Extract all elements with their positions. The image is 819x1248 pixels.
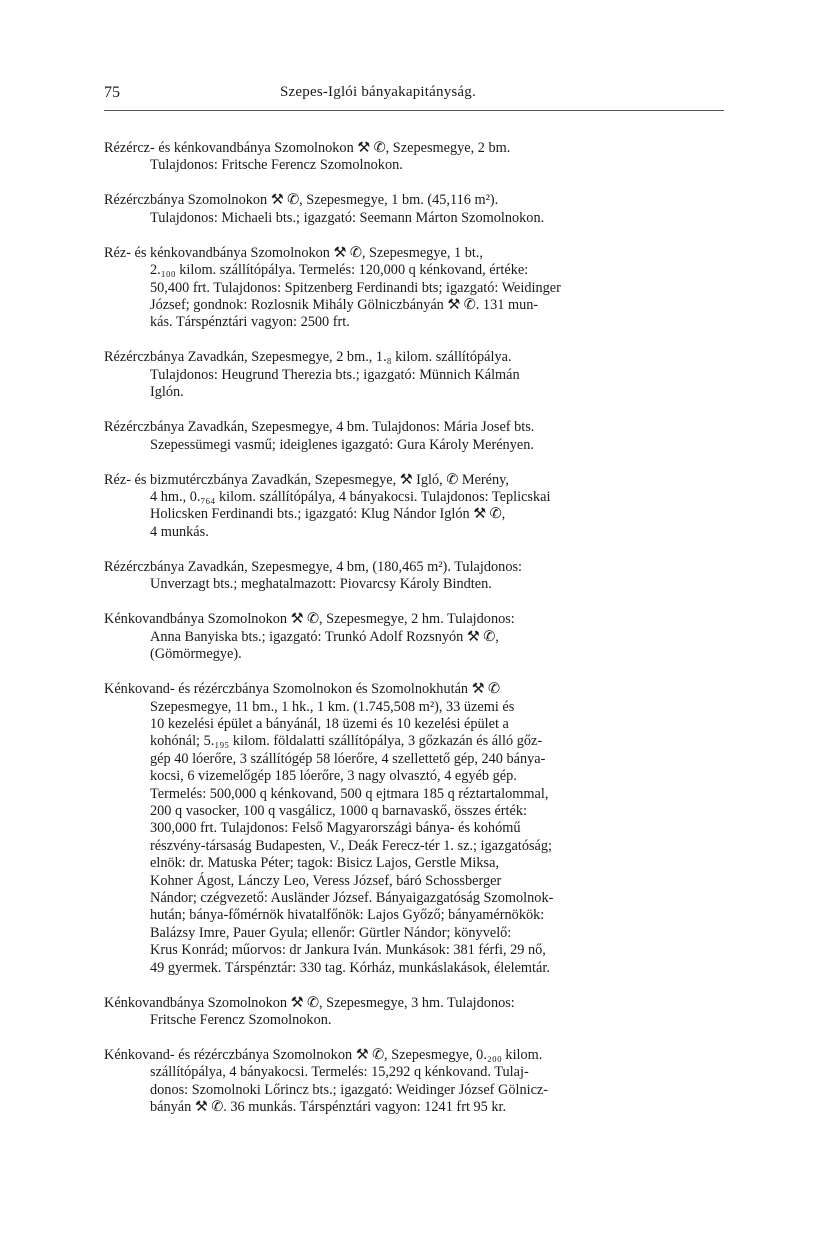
entry-line: Rézércz- és kénkovandbánya Szomolnokon ⚒ ✆, Szepesmegye, 2 bm.	[104, 140, 511, 156]
entry-paragraph	[104, 559, 730, 594]
entry-line: kás. Társpénztári vagyon: 2500 frt.	[150, 314, 350, 331]
entry-paragraph	[104, 995, 730, 1030]
entry-paragraph	[104, 349, 730, 401]
entry-paragraph	[104, 140, 730, 175]
entry-line: Holicsken Ferdinandi bts.; igazgató: Klug Nándor Iglón ⚒ ✆,	[150, 506, 506, 523]
entry-line: Fritsche Ferencz Szomolnokon.	[150, 1012, 332, 1028]
entry-line: Kénkovandbánya Szomolnokon ⚒ ✆, Szepesmegye, 2 hm. Tulajdonos:	[104, 611, 515, 628]
entry-line: elnök: dr. Matuska Péter; tagok: Bisicz Lajos, Gerstle Miksa,	[150, 855, 500, 872]
entry-line: kohónál; 5.₁₉₅ kilom. földalatti szállítópálya, 3 gőzkazán és álló gőz-	[150, 733, 543, 750]
entry-line: Termelés: 500,000 q kénkovand, 500 q ejtmara 185 q réztartalommal,	[150, 785, 549, 802]
entry-paragraph	[104, 1047, 730, 1117]
entry-line: 49 gyermek. Társpénztár: 330 tag. Kórház, munkáslakások, élelemtár.	[150, 959, 550, 976]
entry-line: Tulajdonos: Fritsche Ferencz Szomolnokon.	[150, 157, 403, 174]
entry-line: szállítópálya, 4 bányakocsi. Termelés: 15,292 q kénkovand. Tulaj-	[150, 1064, 529, 1081]
entry-line: Szepessümegi vasmű; ideiglenes igazgató: Gura Károly Merényen.	[150, 436, 534, 453]
entry-line: Réz- és kénkovandbánya Szomolnokon ⚒ ✆, Szepesmegye, 1 bt.,	[104, 244, 483, 261]
entry-line: Kénkovand- és rézérczbánya Szomolnokon ⚒ ✆, Szepesmegye, 0.₂₀₀ kilom.	[104, 1047, 543, 1063]
entry-line: 10 kezelési épület a bányánál, 18 üzemi és 10 kezelési épület a	[150, 715, 509, 732]
entry-line: donos: Szomolnoki Lőrincz bts.; igazgató: Weidinger József Gölnicz-	[150, 1081, 549, 1098]
header-rule	[104, 110, 724, 111]
entry-line: József; gondnok: Rozlosnik Mihály Gölniczbányán ⚒ ✆. 131 mun-	[150, 297, 539, 314]
entry-line: részvény-társaság Budapesten, V., Deák Ferecz-tér 1. sz.; igazgatóság;	[150, 837, 553, 854]
entry-line: Krus Konrád; műorvos: dr Jankura Iván. Munkások: 381 férfi, 29 nő,	[150, 942, 546, 959]
entry-line: Tulajdonos: Michaeli bts.; igazgató: Seemann Márton Szomolnokon.	[150, 209, 545, 226]
entry-line: Anna Banyiska bts.; igazgató: Trunkó Adolf Rozsnyón ⚒ ✆,	[150, 628, 499, 645]
entry-line: Rézérczbánya Zavadkán, Szepesmegye, 4 bm, (180,465 m²). Tulajdonos:	[104, 558, 523, 575]
entry-line: Tulajdonos: Heugrund Therezia bts.; igazgató: Münnich Kálmán	[150, 366, 520, 383]
entry-line: 4 hm., 0.₇₆₄ kilom. szállítópálya, 4 bányakocsi. Tulajdonos: Teplicskai	[150, 489, 551, 506]
entry-line: Nándor; czégvezető: Ausländer József. Bányaigazgatóság Szomolnok-	[150, 889, 554, 906]
page-number: 75	[104, 84, 120, 101]
entry-line: gép 40 lóerőre, 3 szállítógép 58 lóerőre, 4 szellettető gép, 240 bánya-	[150, 750, 546, 767]
entry-line: 4 munkás.	[150, 523, 209, 540]
entry-line: Rézérczbánya Zavadkán, Szepesmegye, 2 bm., 1.₈ kilom. szállítópálya.	[104, 349, 512, 366]
entry-line: Szepesmegye, 11 bm., 1 hk., 1 km. (1.745,508 m²), 33 üzemi és	[150, 698, 515, 715]
entry-line: Iglón.	[150, 384, 184, 401]
entry-paragraph	[104, 472, 730, 542]
entry-list	[104, 140, 730, 1134]
entry-line: 300,000 frt. Tulajdonos: Felső Magyarországi bánya- és kohómű	[150, 820, 521, 837]
entry-line: Réz- és bizmutérczbánya Zavadkán, Szepesmegye, ⚒ Igló, ✆ Merény,	[104, 471, 509, 488]
entry-line: Kénkovand- és rézérczbánya Szomolnokon és Szomolnokhután ⚒ ✆	[104, 681, 501, 698]
entry-line: Kénkovandbánya Szomolnokon ⚒ ✆, Szepesmegye, 3 hm. Tulajdonos:	[104, 994, 515, 1011]
entry-line: Unverzagt bts.; meghatalmazott: Piovarcsy Károly Bindten.	[150, 576, 492, 593]
entry-line: 2.₁₀₀ kilom. szállítópálya. Termelés: 120,000 q kénkovand, értéke:	[150, 262, 529, 279]
entry-line: kocsi, 6 vizemelőgép 185 lóerőre, 3 nagy olvasztó, 4 egyéb gép.	[150, 768, 517, 785]
entry-line: hután; bánya-főmérnök hivatalfőnök: Lajos Győző; bányamérnökök:	[150, 907, 545, 924]
entry-line: bányán ⚒ ✆. 36 munkás. Társpénztári vagyon: 1241 frt 95 kr.	[150, 1099, 507, 1116]
entry-paragraph	[104, 192, 730, 227]
entry-paragraph	[104, 419, 730, 454]
entry-line: 200 q vasocker, 100 q vasgálicz, 1000 q barnavaskő, összes érték:	[150, 802, 527, 819]
entry-line: Rézérczbánya Zavadkán, Szepesmegye, 4 bm. Tulajdonos: Mária Josef bts.	[104, 419, 535, 436]
entry-paragraph	[104, 245, 730, 332]
entry-line: Kohner Ágost, Lánczy Leo, Veress József, báró Schossberger	[150, 872, 502, 889]
entry-paragraph	[104, 681, 730, 977]
entry-line: 50,400 frt. Tulajdonos: Spitzenberg Ferdinandi bts; igazgató: Weidinger	[150, 279, 561, 296]
running-title: Szepes-Iglói bányakapitányság.	[280, 84, 476, 100]
entry-line: Rézérczbánya Szomolnokon ⚒ ✆, Szepesmegye, 1 bm. (45,116 m²).	[104, 192, 499, 209]
entry-line: (Gömörmegye).	[150, 646, 242, 663]
entry-line: Balázsy Imre, Pauer Gyula; ellenőr: Gürtler Nándor; könyvelő:	[150, 924, 512, 941]
page-header	[104, 84, 724, 106]
entry-paragraph	[104, 611, 730, 663]
